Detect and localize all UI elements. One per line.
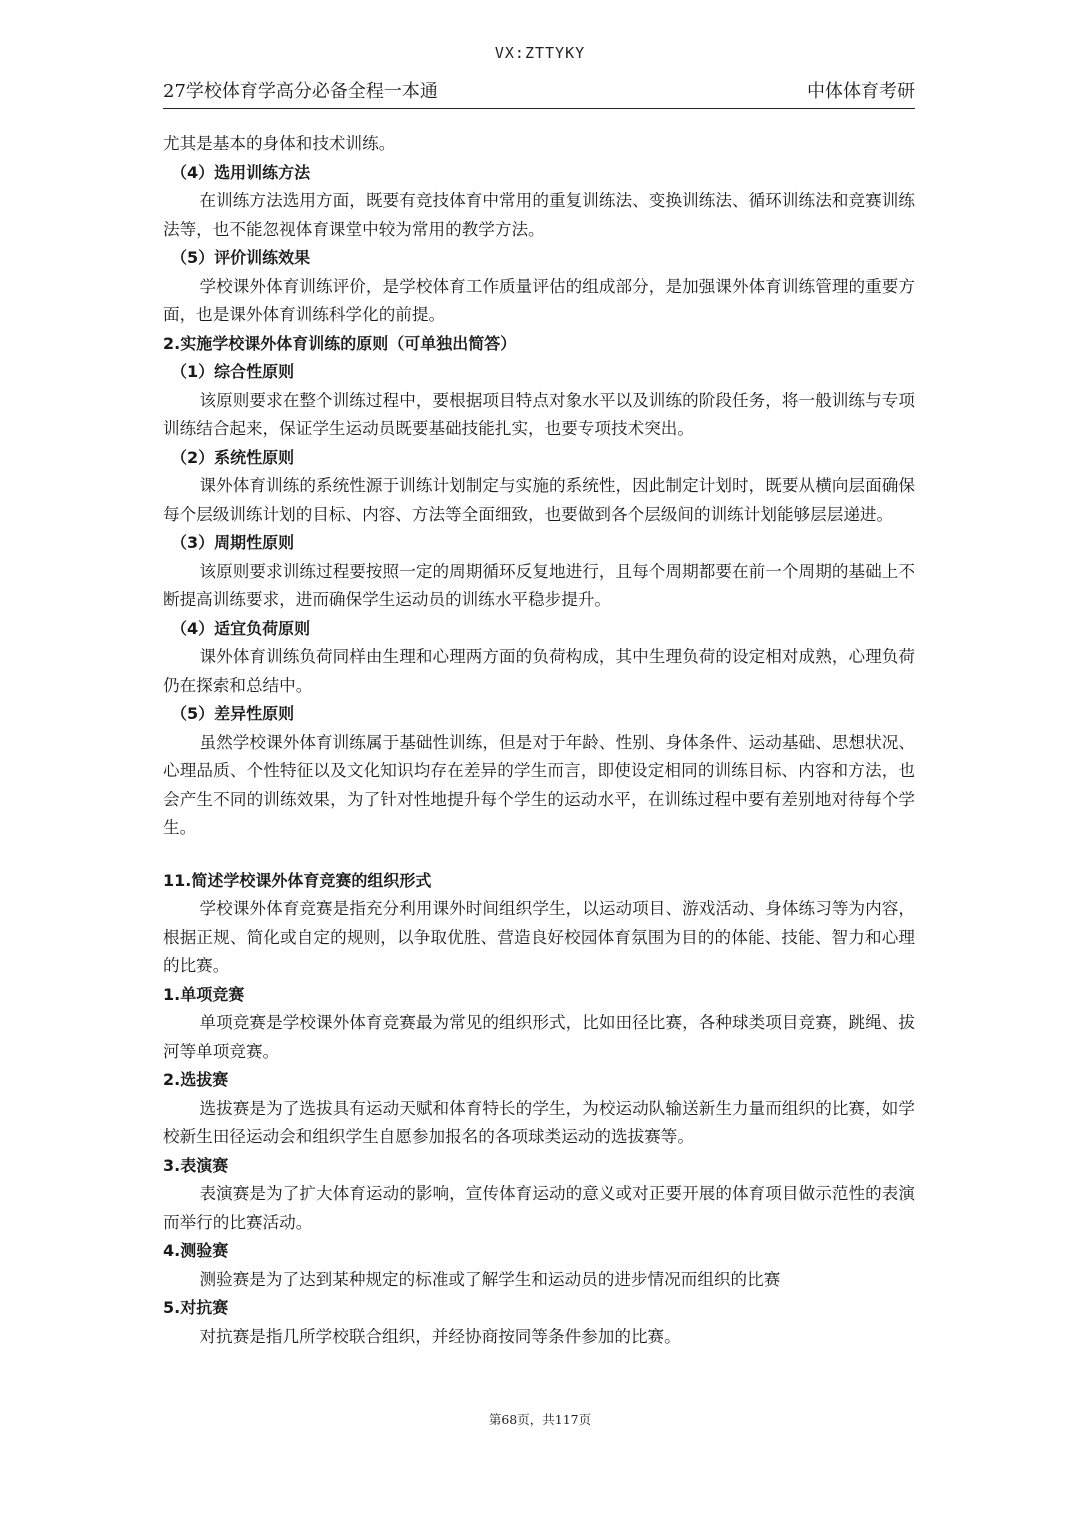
paragraph: 测验赛是为了达到某种规定的标准或了解学生和运动员的进步情况而组织的比赛 (199, 1269, 781, 1289)
subsection-heading: （3）周期性原则 (171, 533, 295, 552)
section-heading: 2.实施学校课外体育训练的原则（可单独出简答） (163, 333, 517, 353)
paragraph: 学校课外体育竞赛是指充分利用课外时间组织学生，以运动项目、游戏活动、身体练习等为内容，根据正规、简化或自定的规则，以争取优胜、营造良好校园体育氛围为目的的体能、技能、智力和心理的比赛。 (163, 899, 915, 975)
paragraph: 该原则要求在整个训练过程中，要根据项目特点对象水平以及训练的阶段任务，将一般训练与专项训练结合起来，保证学生运动员既要基础技能扎实，也要专项技术突出。 (163, 390, 915, 438)
subsection-heading: （1）综合性原则 (171, 362, 295, 381)
document-body (163, 130, 915, 1351)
paragraph: 课外体育训练的系统性源于训练计划制定与实施的系统性，因此制定计划时，既要从横向层面确保每个层级训练计划的目标、内容、方法等全面细致，也要做到各个层级间的训练计划能够层层递进。 (163, 476, 915, 524)
page-number: 第68页，共117页 (488, 1412, 592, 1427)
question-heading: 11.简述学校课外体育竞赛的组织形式 (163, 870, 432, 890)
paragraph: 课外体育训练负荷同样由生理和心理两方面的负荷构成，其中生理负荷的设定相对成熟，心理负荷仍在探索和总结中。 (163, 647, 915, 695)
paragraph: 表演赛是为了扩大体育运动的影响，宣传体育运动的意义或对正要开展的体育项目做示范性的表演而举行的比赛活动。 (163, 1184, 915, 1232)
subsection-heading: （5）差异性原则 (171, 704, 295, 723)
paragraph: 尤其是基本的身体和技术训练。 (163, 134, 396, 153)
section-heading: 1.单项竞赛 (163, 984, 245, 1004)
paragraph: 单项竞赛是学校课外体育竞赛最为常见的组织形式，比如田径比赛，各种球类项目竞赛，跳绳、拔河等单项竞赛。 (163, 1013, 915, 1061)
section-heading: 4.测验赛 (163, 1241, 229, 1260)
paragraph: 学校课外体育训练评价，是学校体育工作质量评估的组成部分，是加强课外体育训练管理的重要方面，也是课外体育训练科学化的前提。 (163, 276, 915, 324)
section-heading: 3.表演赛 (163, 1155, 229, 1175)
paragraph: 虽然学校课外体育训练属于基础性训练，但是对于年龄、性别、身体条件、运动基础、思想状况、心理品质、个性特征以及文化知识均存在差异的学生而言，即使设定相同的训练目标、内容和方法，也会产生不同的训练效果，为了针对性地提升每个学生的运动水平，在训练过程中要有差别地对待每个学生。 (163, 732, 915, 837)
subsection-heading: （2）系统性原则 (171, 447, 295, 467)
subsection-heading: （5）评价训练效果 (171, 248, 311, 267)
paragraph: 该原则要求训练过程要按照一定的周期循环反复地进行，且每个周期都要在前一个周期的基础上不断提高训练要求，进而确保学生运动员的训练水平稳步提升。 (163, 561, 915, 609)
section-heading: 5.对抗赛 (163, 1298, 229, 1317)
paragraph: 在训练方法选用方面，既要有竞技体育中常用的重复训练法、变换训练法、循环训练法和竞赛训练法等，也不能忽视体育课堂中较为常用的教学方法。 (163, 191, 915, 239)
subsection-heading: （4）选用训练方法 (171, 162, 311, 182)
watermark-text: VX:ZTTYKY (494, 44, 586, 62)
paragraph: 选拔赛是为了选拔具有运动天赋和体育特长的学生，为校运动队输送新生力量而组织的比赛，如学校新生田径运动会和组织学生自愿参加报名的各项球类运动的选拔赛等。 (163, 1098, 915, 1146)
header-book-title: 27学校体育学高分必备全程一本通 (163, 81, 438, 102)
paragraph: 对抗赛是指几所学校联合组织，并经协商按同等条件参加的比赛。 (199, 1326, 681, 1346)
section-heading: 2.选拔赛 (163, 1070, 229, 1089)
subsection-heading: （4）适宜负荷原则 (171, 618, 311, 638)
page-header (163, 78, 915, 109)
header-publisher: 中体体育考研 (807, 81, 915, 102)
